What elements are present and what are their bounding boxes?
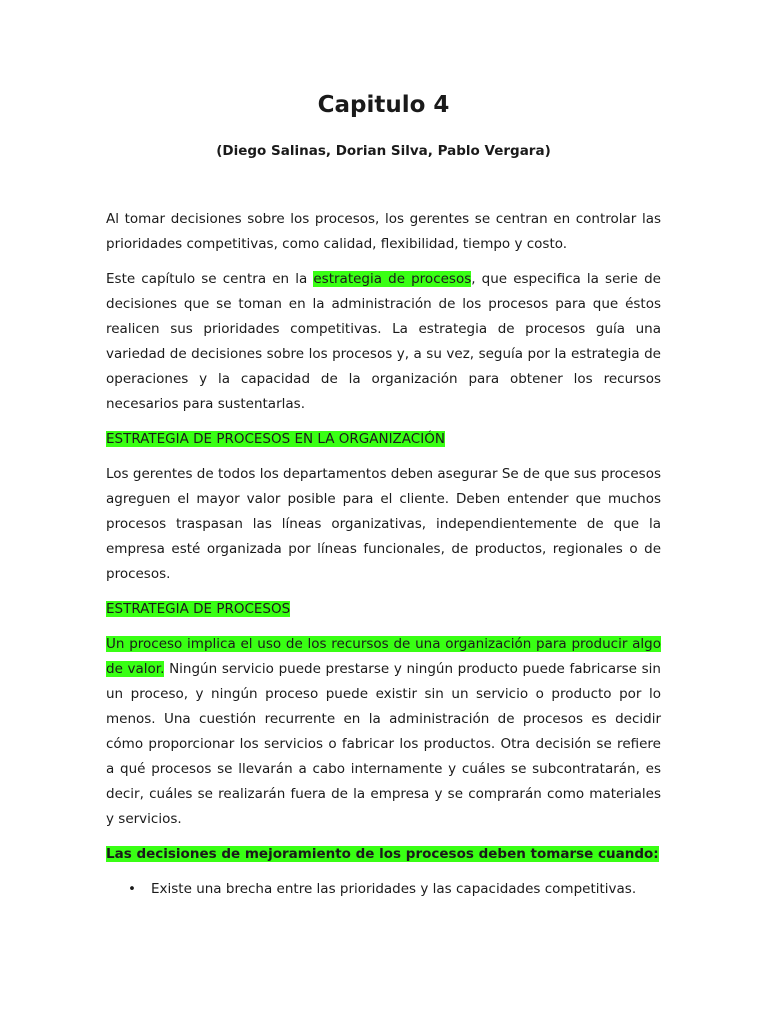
list-item <box>106 877 661 902</box>
document-body <box>106 207 661 902</box>
paragraph-strategy <box>106 267 661 417</box>
bullet-list <box>106 877 661 902</box>
paragraph-managers: Los gerentes de todos los departamentos deben asegurar Se de que sus procesos agreguen el mayor valor posible para el cliente. Deben entender que muchos procesos traspasan las líneas organizativas, independientemente de que la empresa esté organizada por líneas funcionales, de productos, regionales o de procesos. <box>106 466 661 582</box>
list-item-text: Existe una brecha entre las prioridades y las capacidades competitivas. <box>151 881 637 897</box>
paragraph-strategy-start: Este capítulo se centra en la <box>106 271 314 287</box>
paragraph-process-definition <box>106 632 661 832</box>
authors-line: (Diego Salinas, Dorian Silva, Pablo Vergara) <box>216 143 551 159</box>
section-heading-improvement-text: Las decisiones de mejoramiento de los procesos deben tomarse cuando: <box>106 846 659 862</box>
highlighted-definition: Un proceso implica el uso de los recursos de una organización para producir algo de valor. <box>106 636 661 677</box>
section-heading-process-strategy-text: ESTRATEGIA DE PROCESOS <box>106 601 291 617</box>
highlighted-term: estrategia de procesos <box>313 271 472 287</box>
section-heading-organization-text: ESTRATEGIA DE PROCESOS EN LA ORGANIZACIÓN <box>106 431 445 447</box>
section-heading-improvement <box>106 842 661 867</box>
paragraph-process-definition-rest: Ningún servicio puede prestarse y ningún producto puede fabricarse sin un proceso, y ningún proceso puede existir sin un servicio o producto por lo menos. Una cuestión recurrente en la administración de procesos es decidir cómo proporcionar los servicios o fabricar los productos. Otra decisión se refiere a qué procesos se llevarán a cabo internamente y cuáles se subcontratarán, es decir, cuáles se realizarán fuera de la empresa y se comprarán como materiales y servicios. <box>106 661 661 827</box>
paragraph-intro: Al tomar decisiones sobre los procesos, los gerentes se centran en controlar las prioridades competitivas, como calidad, flexibilidad, tiempo y costo. <box>106 211 661 252</box>
chapter-title: Capitulo 4 <box>317 92 450 118</box>
section-heading-process-strategy <box>106 597 661 622</box>
section-heading-organization <box>106 427 661 452</box>
bullet-icon: • <box>128 881 136 897</box>
paragraph-strategy-rest: , que especifica la serie de decisiones que se toman en la administración de los procesos para que éstos realicen sus prioridades competitivas. La estrategia de procesos guía una variedad de decisiones sobre los procesos y, a su vez, seguía por la estrategia de operaciones y la capacidad de la organización para obtener los recursos necesarios para sustentarlas. <box>106 271 661 412</box>
